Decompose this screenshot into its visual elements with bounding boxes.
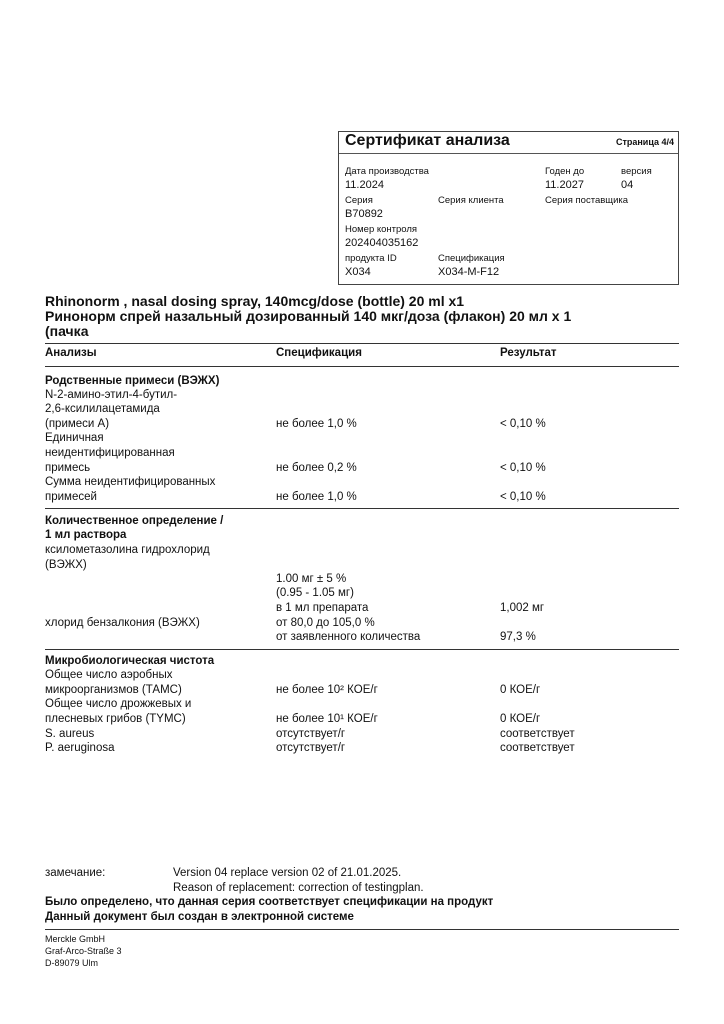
control-number-value: 202404035162 (345, 237, 419, 249)
table-row-spec: от 80,0 до 105,0 % (276, 617, 375, 629)
column-header-analysis: Анализы (45, 347, 97, 359)
expiry-value: 11.2027 (545, 179, 584, 191)
remarks-label: замечание: (45, 867, 106, 879)
table-row-label: Единичная (45, 432, 104, 444)
table-row-label: примесь (45, 462, 91, 474)
footer-company: Merckle GmbH (45, 934, 106, 944)
header-divider (339, 153, 678, 154)
table-row-spec: от заявленного количества (276, 631, 421, 643)
footer-city: D-89079 Ulm (45, 958, 99, 968)
table-row-result: 0 КОЕ/г (500, 684, 541, 696)
column-header-specification: Спецификация (276, 347, 362, 359)
table-row-label: плесневых грибов (TYMC) (45, 713, 186, 725)
table-row-spec: отсутствует/г (276, 728, 346, 740)
table-row-result: < 0,10 % (500, 491, 546, 503)
page-number: Страница 4/4 (615, 137, 674, 147)
table-row-label: хлорид бензалкония (ВЭЖХ) (45, 617, 200, 629)
specification-value: X034-M-F12 (438, 266, 500, 278)
table-row-result: < 0,10 % (500, 462, 546, 474)
section-divider (45, 649, 679, 650)
table-row-result: 0 КОЕ/г (500, 713, 541, 725)
table-row-label: (ВЭЖХ) (45, 559, 87, 571)
table-row-label: Общее число аэробных (45, 669, 173, 681)
electronic-document-statement: Данный документ был создан в электронной системе (45, 911, 354, 923)
footer-rule (45, 929, 679, 930)
table-row-label: P. aeruginosa (45, 742, 115, 754)
production-date-label: Дата производства (345, 166, 429, 177)
table-row-spec: не более 10² КОЕ/г (276, 684, 378, 696)
section-assay-subtitle: 1 мл раствора (45, 529, 127, 541)
client-batch-label: Серия клиента (438, 195, 504, 206)
table-row-label: Общее число дрожжевых и (45, 698, 192, 710)
table-row-result: 1,002 мг (500, 602, 545, 614)
table-row-result: соответствует (500, 742, 575, 754)
section-assay-title: Количественное определение / (45, 515, 224, 527)
footer-street: Graf-Arco-Straße 3 (45, 946, 122, 956)
product-name-en: Rhinonorm , nasal dosing spray, 140mcg/dose (bottle) 20 ml x1 (45, 293, 465, 309)
control-number-label: Номер контроля (345, 224, 418, 235)
table-row-spec: не более 1,0 % (276, 418, 357, 430)
product-id-label: продукта ID (345, 253, 397, 264)
table-row-spec: не более 1,0 % (276, 491, 357, 503)
table-row-label: ксилометазолина гидрохлорид (45, 544, 210, 556)
table-top-rule (45, 343, 679, 344)
column-header-result: Результат (500, 347, 557, 359)
table-row-label: (примеси A) (45, 418, 110, 430)
version-label: версия (621, 166, 652, 177)
table-row-spec: в 1 мл препарата (276, 602, 369, 614)
supplier-batch-label: Серия поставщика (545, 195, 629, 206)
expiry-label: Годен до (545, 166, 585, 177)
table-row-label: Сумма неидентифицированных (45, 476, 216, 488)
table-row-label: примесей (45, 491, 97, 503)
table-header-rule (45, 366, 679, 367)
table-row-label: S. aureus (45, 728, 95, 740)
batch-label: Серия (345, 195, 373, 206)
table-row-result: 97,3 % (500, 631, 536, 643)
table-row-spec: не более 0,2 % (276, 462, 357, 474)
table-row-spec: отсутствует/г (276, 742, 346, 754)
remarks-line-1: Version 04 replace version 02 of 21.01.2025. (173, 867, 402, 879)
product-id-value: X034 (345, 266, 371, 278)
table-row-label: 2,6-ксилилацетамида (45, 403, 160, 415)
production-date-value: 11.2024 (345, 179, 384, 191)
table-row-label: микроорганизмов (ТАМС) (45, 684, 182, 696)
specification-label: Спецификация (438, 253, 505, 264)
remarks-line-2: Reason of replacement: correction of testingplan. (173, 882, 424, 894)
section-divider (45, 508, 679, 509)
version-value: 04 (621, 179, 634, 191)
table-row-result: < 0,10 % (500, 418, 546, 430)
certificate-title: Сертификат анализа (345, 132, 510, 149)
table-row-result: соответствует (500, 728, 575, 740)
table-row-spec: не более 10¹ КОЕ/г (276, 713, 378, 725)
table-row-spec: 1.00 мг ± 5 % (276, 573, 347, 585)
section-microbiology-title: Микробиологическая чистота (45, 655, 215, 667)
table-row-label: неидентифицированная (45, 447, 175, 459)
compliance-statement: Было определено, что данная серия соответствует спецификации на продукт (45, 896, 494, 908)
table-row-spec: (0.95 - 1.05 мг) (276, 587, 354, 599)
table-row-label: N-2-амино-этил-4-бутил- (45, 389, 178, 401)
batch-value: B70892 (345, 208, 383, 220)
product-name-ru: Ринонорм спрей назальный дозированный 140 мкг/доза (флакон) 20 мл x 1 (45, 308, 572, 324)
product-name-pack: (пачка (45, 323, 89, 339)
section-related-impurities-title: Родственные примеси (ВЭЖХ) (45, 375, 220, 387)
